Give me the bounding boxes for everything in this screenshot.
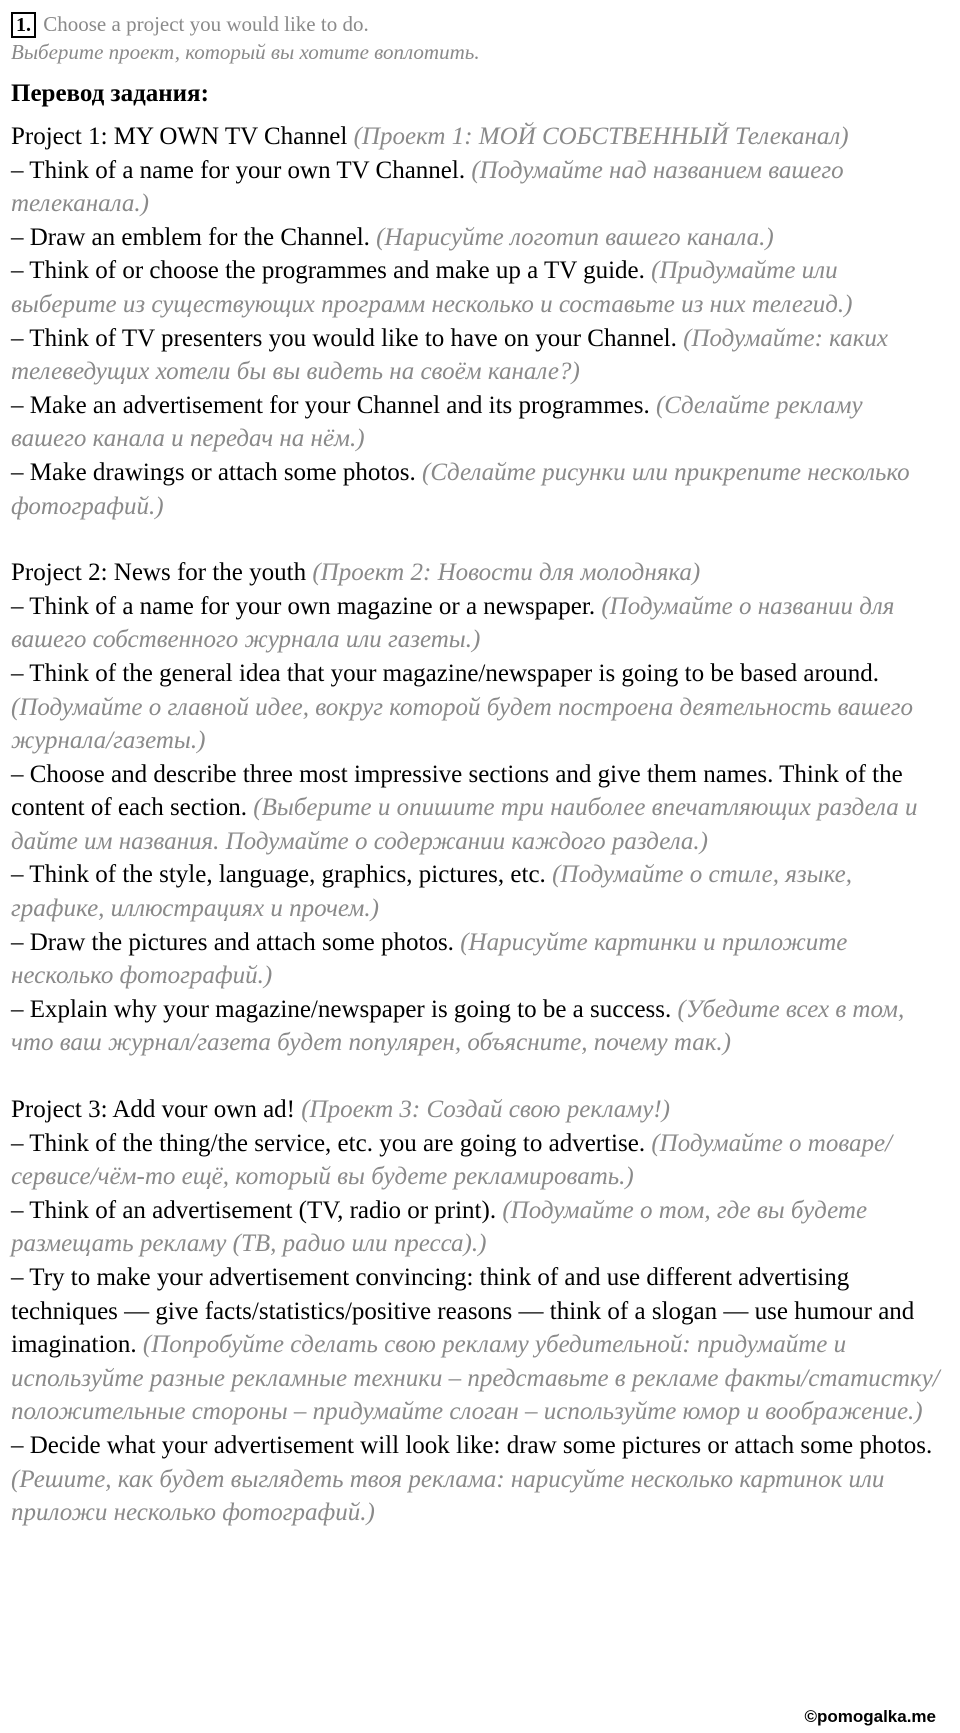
project-2-item: – Choose and describe three most impressive sections and give them names. Think of the content of each section. (Выберите и опишите три наиболее впечатляющих раздела и дайте им названия. Подумайте о содержании каждого раздела.): [11, 760, 918, 855]
task-text-en: Choose a project you would like to do.: [43, 12, 369, 36]
project-2-item: – Draw the pictures and attach some photos. (Нарисуйте картинки и приложите несколько фотографий.): [11, 928, 848, 990]
project-1-item: – Think of a name for your own TV Channel. (Подумайте над названием вашего телеканала.): [11, 156, 844, 218]
task-text-ru: Выберите проект, который вы хотите воплотить.: [11, 40, 480, 64]
section-gap: [11, 1060, 941, 1093]
project-2-title: Project 2: News for the youth (Проект 2: Новости для молодняка): [11, 559, 701, 587]
project-1-item: – Make drawings or attach some photos. (Сделайте рисунки или прикрепите несколько фотографий.): [11, 458, 910, 520]
project-1-item: – Make an advertisement for your Channel and its programmes. (Сделайте рекламу вашего канала и передач на нём.): [11, 391, 863, 453]
project-3-item: – Think of the thing/the service, etc. you are going to advertise. (Подумайте о товаре/сервисе/чём-то ещё, который вы будете рекламировать.): [11, 1129, 893, 1191]
section-gap: [11, 523, 941, 556]
project-2-item: – Think of the style, language, graphics, pictures, etc. (Подумайте о стиле, языке, графике, иллюстрациях и прочем.): [11, 861, 853, 923]
project-2-item: – Think of a name for your own magazine or a newspaper. (Подумайте о названии для вашего собственного журнала или газеты.): [11, 592, 895, 654]
document-page: [11, 10, 941, 1530]
project-1-item: – Think of TV presenters you would like to have on your Channel. (Подумайте: каких телеведущих хотели бы вы видеть на своём канале?): [11, 324, 889, 386]
project-3-item: – Try to make your advertisement convincing: think of and use different advertising techniques — give facts/statistics/positive reasons — think of a slogan — use humour and imagination. (Попробуйте сделать свою рекламу убедительной: придумайте и используйте разные рекламные техники – представьте в рекламе факты/статистку/положительные стороны – придумайте слоган – используйте юмор и воображение.): [11, 1264, 940, 1426]
project-2-item: – Think of the general idea that your magazine/newspaper is going to be based around. (Подумайте о главной идее, вокруг которой будет построена деятельность вашего журнала/газеты.): [11, 659, 914, 755]
translation-heading: Перевод задания:: [11, 80, 209, 107]
project-1-title: Project 1: MY OWN TV Channel (Проект 1: МОЙ СОБСТВЕННЫЙ Телеканал): [11, 123, 849, 150]
task-line: [11, 10, 941, 38]
project-1-item: – Draw an emblem for the Channel. (Нарисуйте логотип вашего канала.): [11, 223, 774, 251]
project-3-item: – Decide what your advertisement will look like: draw some pictures or attach some photos. (Решите, как будет выглядеть твоя реклама: нарисуйте несколько картинок или приложи несколько фотографий.): [11, 1431, 933, 1527]
project-3-item: – Think of an advertisement (TV, radio or print). (Подумайте о том, где вы будете размещать рекламу (ТВ, радио или пресса).): [11, 1196, 868, 1258]
task-number: 1.: [11, 12, 36, 38]
watermark: ©pomogalka.me: [804, 1707, 936, 1726]
project-2-item: – Explain why your magazine/newspaper is going to be a success. (Убедите всех в том, что ваш журнал/газета будет популярен, объясните, почему так.): [11, 995, 905, 1057]
project-1-item: – Think of or choose the programmes and make up a TV guide. (Придумайте или выберите из существующих программ несколько и составьте из них телегид.): [11, 257, 853, 318]
project-3-title: Project 3: Add vour own ad! (Проект 3: Создай свою рекламу!): [11, 1096, 670, 1124]
